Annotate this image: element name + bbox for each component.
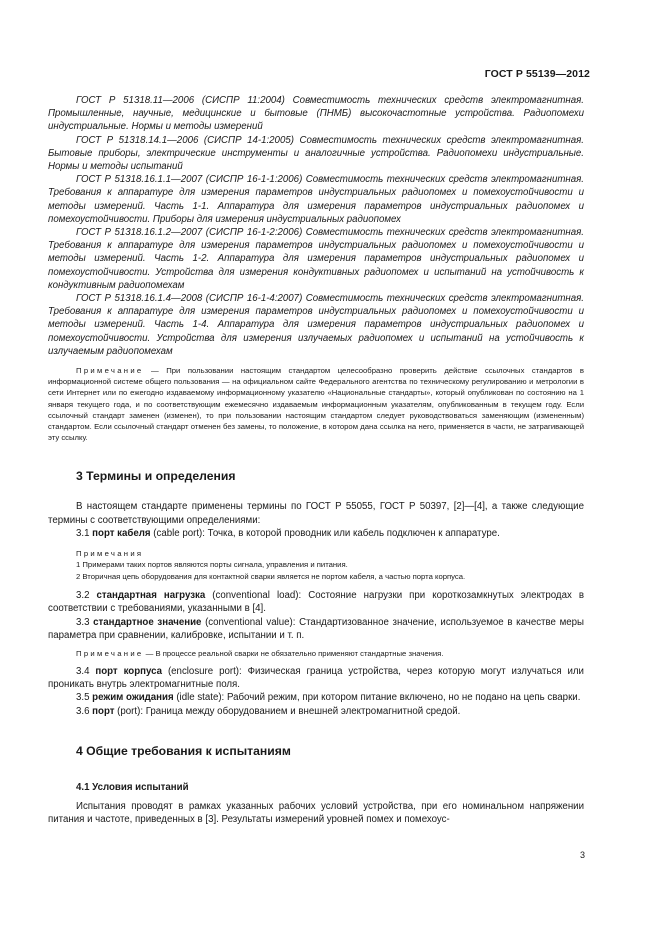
reference-item: ГОСТ Р 51318.11—2006 (СИСПР 11:2004) Совместимость технических средств электромагнитная. Промышленные, научные, медицинские и бытовые (ПНМБ) высокочастотные устройства. Радиопомехи индустриальные. Нормы и методы измерений bbox=[48, 95, 584, 133]
document-header: ГОСТ Р 55139—2012 bbox=[484, 68, 590, 80]
note-text: — При пользовании настоящим стандартом целесообразно проверить действие ссылочных стандартов в информационной системе общего пользования — на официальном сайте Федерального агентства по техническому регулированию и метрологии в сети Интернет или по ежегодно издаваемому информационному указателю «Национальные стандарты», который опубликован по состоянию на 1 января текущего года, и по соответствующим ежемесячно издаваемым информационным указателям, опубликованным в текущем году. Если ссылочный стандарт заменен (изменен), то при пользовании настоящим стандартом следует руководствоваться заменяющим (измененным) стандартом. Если ссылочный стандарт отменен без замены, то положение, в котором дана ссылка на него, применяется в части, не затрагивающей эту ссылку. bbox=[48, 366, 584, 443]
reference-item: ГОСТ Р 51318.16.1.4—2008 (СИСПР 16-1-4:2007) Совместимость технических средств электромагнитная. Требования к аппаратуре для измерения параметров индустриальных радиопомех и помехоустойчивости и методы измерений. Часть 1-4. Аппаратура для измерения параметров индустриальных радиопомех и помехоустойчивости. Устройства для измерения излучаемых радиопомех и испытаний на устойчивость к излучаемым радиопомехам bbox=[48, 293, 584, 357]
note-label: Примечание bbox=[76, 366, 144, 376]
normative-references bbox=[48, 94, 584, 358]
term-name: режим ожидания bbox=[92, 692, 174, 704]
term-name: порт bbox=[92, 705, 115, 717]
term-definition: (conventional value): Стандартизованное значение, используемое в качестве меры параметра при сравнении, калибровке, испытании и т. п. bbox=[48, 616, 584, 641]
note-label: Примечание bbox=[76, 648, 144, 658]
note-text: — В процессе реальной сварки не обязательно применяют стандартные значения. bbox=[143, 648, 444, 658]
reference-item: ГОСТ Р 51318.14.1—2006 (СИСПР 14-1:2005) Совместимость технических средств электромагнитная. Бытовые приборы, электрические инструменты и аналогичные устройства. Радиопомехи индустриальные. Нормы и методы испытаний bbox=[48, 134, 584, 173]
subsection-4-1-text: Испытания проводят в рамках указанных рабочих условий устройства, при его номинальном напряжении питания и частоте, приведенных в [3]. Результаты измерений уровней помех и помехоус- bbox=[48, 800, 584, 825]
term-definition: (idle state): Рабочий режим, при котором питание включено, но не подано на цепь сварки. bbox=[173, 692, 581, 704]
term-3-1 bbox=[48, 527, 584, 540]
term-definition: (port): Граница между оборудованием и внешней электромагнитной средой. bbox=[114, 705, 461, 717]
term-number: 3.4 bbox=[76, 665, 96, 677]
term-3-6 bbox=[48, 705, 584, 718]
term-3-5 bbox=[48, 691, 584, 704]
references-note bbox=[48, 365, 584, 443]
term-number: 3.6 bbox=[76, 705, 93, 717]
note-item: 2 Вторичная цепь оборудования для контактной сварки является не портом кабеля, а частью порта корпуса. bbox=[76, 571, 466, 581]
section-3-title: 3 Термины и определения bbox=[76, 469, 236, 484]
term-3-3-note bbox=[48, 648, 584, 659]
term-name: порт корпуса bbox=[95, 665, 163, 677]
reference-item: ГОСТ Р 51318.16.1.2—2007 (СИСПР 16-1-2:2006) Совместимость технических средств электромагнитная. Требования к аппаратуре для измерения параметров индустриальных радиопомех и помехоустойчивости и методы измерений. Часть 1-2. Аппаратура для измерения параметров индустриальных радиопомех и помехоустойчивости. Устройства для измерения кондуктивных радиопомех и испытаний на устойчивость к кондуктивным радиопомехам bbox=[48, 227, 584, 291]
subsection-4-1-title: 4.1 Условия испытаний bbox=[76, 781, 189, 793]
notes-title: Примечания bbox=[76, 549, 144, 559]
section-4-title: 4 Общие требования к испытаниям bbox=[76, 743, 291, 758]
term-name: порт кабеля bbox=[92, 527, 151, 539]
term-definition: (conventional load): Состояние нагрузки при короткозамкнутых электродах в соответствии с требованиями, указанными в [4]. bbox=[48, 590, 584, 615]
term-3-3 bbox=[48, 616, 584, 642]
term-definition: (cable port): Точка, в которой проводник или кабель подключен к аппаратуре. bbox=[150, 527, 500, 539]
note-item: 1 Примерами таких портов являются порты сигнала, управления и питания. bbox=[76, 560, 348, 570]
term-number: 3.3 bbox=[76, 616, 94, 628]
term-number: 3.1 bbox=[76, 527, 93, 539]
term-3-4 bbox=[48, 665, 584, 691]
term-number: 3.5 bbox=[76, 692, 93, 704]
page-content bbox=[48, 94, 584, 826]
section-3-intro: В настоящем стандарте применены термины по ГОСТ Р 55055, ГОСТ Р 50397, [2]—[4], а также следующие термины с соответствующими определениями: bbox=[48, 501, 584, 526]
term-3-2 bbox=[48, 589, 584, 615]
page-number: 3 bbox=[579, 850, 585, 860]
term-number: 3.2 bbox=[76, 590, 97, 602]
term-name: стандартная нагрузка bbox=[96, 590, 206, 602]
term-name: стандартное значение bbox=[93, 616, 202, 628]
reference-item: ГОСТ Р 51318.16.1.1—2007 (СИСПР 16-1-1:2006) Совместимость технических средств электромагнитная. Требования к аппаратуре для измерения параметров индустриальных радиопомех и помехоустойчивости и методы измерений. Часть 1-1. Аппаратура для измерения параметров индустриальных радиопомех и помехоустойчивости. Приборы для измерения индустриальных радиопомех bbox=[48, 174, 584, 225]
term-definition: (enclosure port): Физическая граница устройства, через которую могут излучаться или проникать внутрь электромагнитные поля. bbox=[48, 665, 584, 691]
